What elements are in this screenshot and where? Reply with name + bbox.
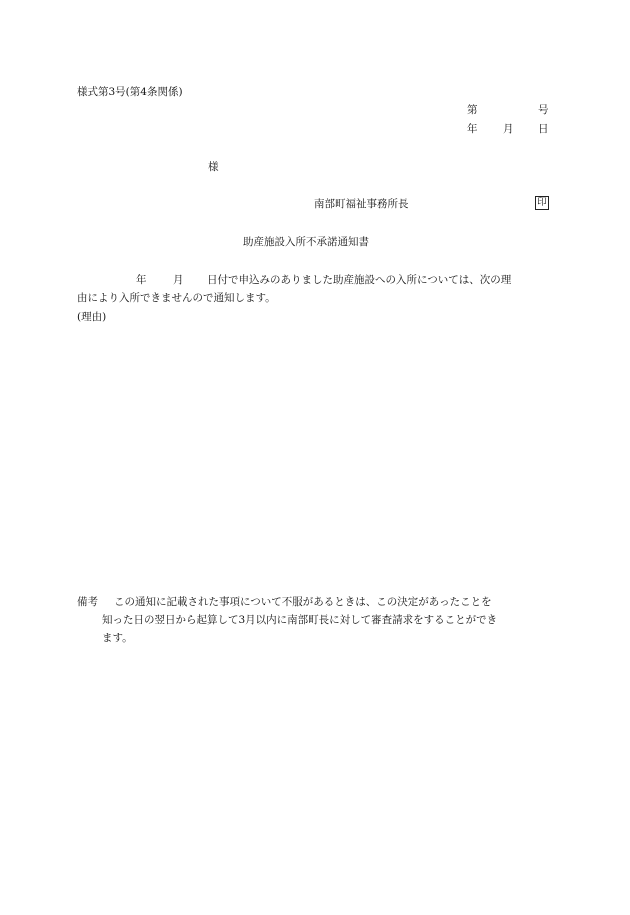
issuer-title: 南部町福祉事務所長	[314, 198, 409, 210]
remarks-text-line-3: ます。	[102, 632, 133, 644]
form-number: 様式第3号(第4条関係)	[77, 86, 183, 98]
addressee-honorific: 様	[208, 161, 219, 173]
seal-stamp	[535, 196, 549, 210]
date-month-label: 月	[503, 123, 514, 135]
body-text-line-1: 日付で申込みのありました助産施設への入所については、次の理	[207, 274, 512, 286]
remarks-text-line-1: この通知に記載された事項について不服があるときは、この決定があったことを	[114, 596, 492, 608]
date-year-label: 年	[467, 123, 478, 135]
remarks-text-line-2: 知った日の翌日から起算して3月以内に南部町長に対して審査請求をすることができ	[102, 614, 498, 626]
seal-character: 印	[537, 197, 547, 209]
body-year-label: 年	[136, 274, 147, 286]
date-day-label: 日	[538, 123, 549, 135]
reason-label: (理由)	[77, 311, 107, 323]
document-number-suffix: 号	[538, 104, 549, 116]
document-title: 助産施設入所不承諾通知書	[243, 236, 369, 248]
document-number-prefix: 第	[467, 104, 478, 116]
body-text-line-2: 由により入所できませんので通知します。	[77, 292, 276, 304]
body-month-label: 月	[173, 274, 184, 286]
remarks-label: 備考	[77, 596, 98, 608]
